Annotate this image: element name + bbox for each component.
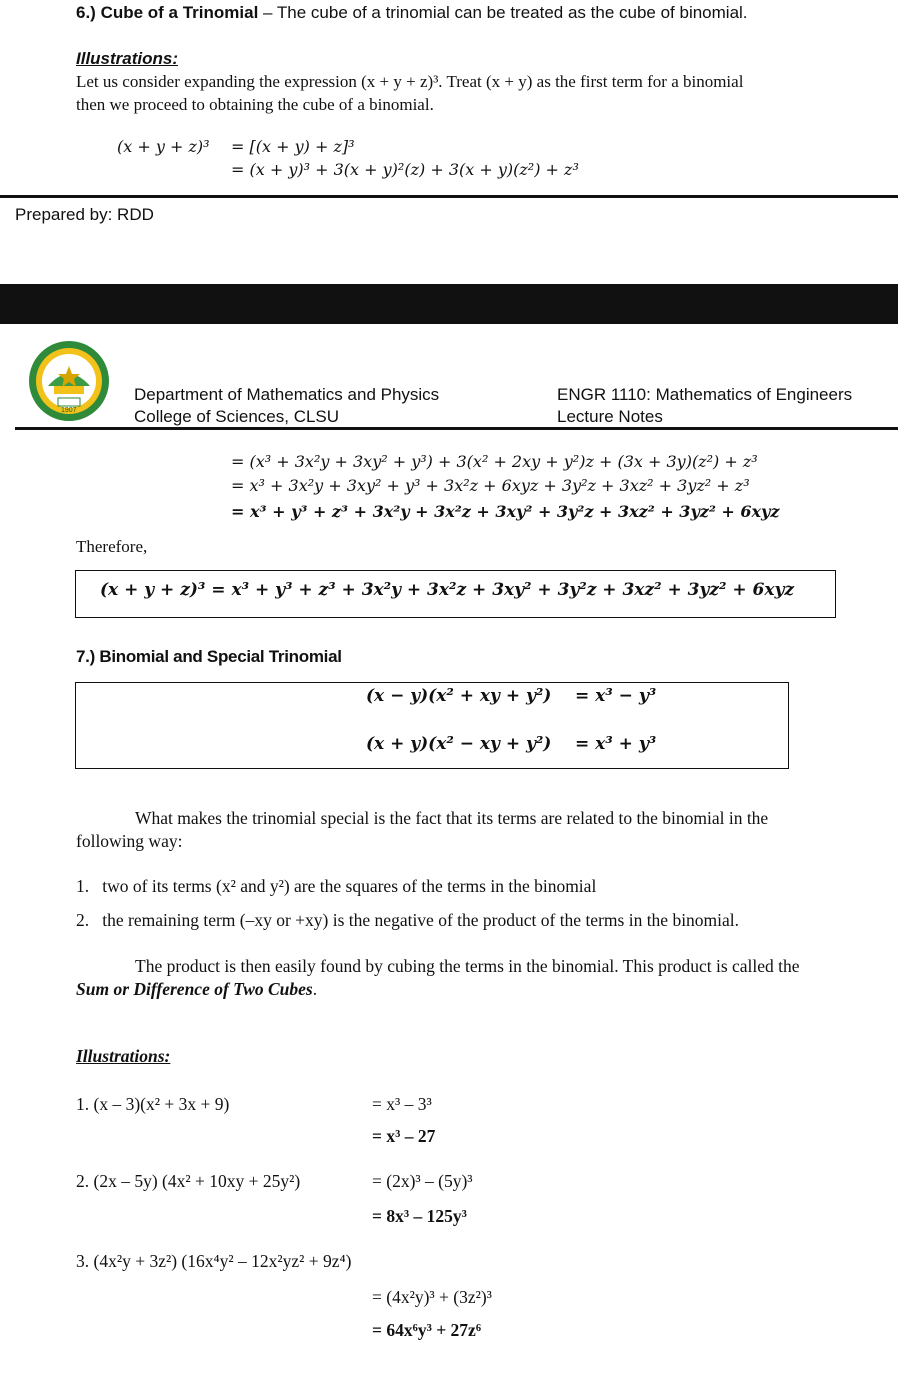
difference-of-cubes-lhs: (x − y)(x² + xy + y²) [366, 686, 552, 706]
section6-equation-step2: = (x + y)³ + 3(x + y)²(z) + 3(x + y)(z²) + z³ [231, 160, 579, 179]
example-1-step: = x³ – 3³ [372, 1094, 432, 1114]
logo-year: 1907 [61, 407, 77, 414]
special-trinomial-paragraph-line1: What makes the trinomial special is the fact that its terms are related to the binomial in the [135, 808, 769, 828]
section6-heading [76, 3, 748, 23]
section6-intro-line1: Let us consider expanding the expression (x + y + z)³. Treat (x + y) as the first term for a binomial [76, 72, 744, 91]
list-item: 2. the remaining term (–xy or +xy) is the negative of the product of the terms in the binomial. [76, 910, 740, 930]
section6-illustrations-label: Illustrations: [76, 49, 179, 68]
difference-of-cubes-rhs: = x³ − y³ [575, 686, 657, 706]
list-item-text: two of its terms (x² and y²) are the squares of the terms in the binomial [102, 876, 597, 896]
expansion-step5: = x³ + y³ + z³ + 3x²y + 3x²z + 3xy² + 3y²z + 3xz² + 3yz² + 6xyz [231, 502, 780, 521]
trinomial-cube-result: (x + y + z)³ = x³ + y³ + z³ + 3x²y + 3x²z + 3xy² + 3y²z + 3xz² + 3yz² + 6xyz [100, 580, 794, 600]
cubes-paragraph-line1: The product is then easily found by cubing the terms in the binomial. This product is called the [135, 956, 800, 976]
course-title: ENGR 1110: Mathematics of Engineers [557, 385, 853, 404]
expansion-step4: = x³ + 3x²y + 3xy² + y³ + 3x²z + 6xyz + 3y²z + 3xz² + 3yz² + z³ [231, 476, 750, 495]
sentence-period: . [312, 979, 318, 999]
college-name: College of Sciences, CLSU [134, 407, 340, 426]
university-logo [28, 340, 110, 422]
example-3-problem: 3. (4x²y + 3z²) (16x⁴y² – 12x²yz² + 9z⁴) [76, 1251, 352, 1271]
department-name: Department of Mathematics and Physics [134, 385, 440, 404]
section7-heading: 7.) Binomial and Special Trinomial [76, 647, 342, 666]
cubes-paragraph-line2 [76, 979, 317, 1000]
list-item: 1. two of its terms (x² and y²) are the squares of the terms in the binomial [76, 876, 597, 896]
section6-heading-title: Cube of a Trinomial [100, 3, 259, 22]
section6-equation-step1: = [(x + y) + z]³ [231, 137, 355, 156]
example-2-answer: = 8x³ – 125y³ [372, 1206, 467, 1226]
list-item-text: the remaining term (–xy or +xy) is the negative of the product of the terms in the binomial. [102, 910, 740, 930]
footer-rule [0, 195, 898, 198]
section7-illustrations-label: Illustrations: [76, 1046, 171, 1066]
section6-intro-line2: then we proceed to obtaining the cube of a binomial. [76, 95, 434, 114]
expansion-step3: = (x³ + 3x²y + 3xy² + y³) + 3(x² + 2xy + y²)z + (3x + 3y)(z²) + z³ [231, 452, 758, 471]
sum-of-cubes-lhs: (x + y)(x² − xy + y²) [366, 734, 552, 754]
example-2-step: = (2x)³ – (5y)³ [372, 1171, 473, 1191]
page-break-band [0, 284, 898, 324]
special-trinomial-paragraph-line2: following way: [76, 831, 183, 851]
section6-heading-description: – The cube of a trinomial can be treated as the cube of binomial. [258, 3, 748, 22]
section6-equation-lhs: (x + y + z)³ [117, 137, 210, 156]
header-rule [15, 427, 898, 430]
section6-heading-number: 6.) [76, 3, 101, 22]
therefore-label: Therefore, [76, 537, 148, 556]
prepared-by: Prepared by: RDD [15, 205, 154, 224]
sum-difference-cubes-term: Sum or Difference of Two Cubes [76, 979, 313, 999]
example-1-answer: = x³ – 27 [372, 1126, 436, 1146]
sum-of-cubes-rhs: = x³ + y³ [575, 734, 657, 754]
example-3-answer: = 64x⁶y³ + 27z⁶ [372, 1320, 482, 1340]
example-2-problem: 2. (2x – 5y) (4x² + 10xy + 25y²) [76, 1171, 301, 1191]
example-1-problem: 1. (x – 3)(x² + 3x + 9) [76, 1094, 230, 1114]
lecture-notes-label: Lecture Notes [557, 407, 663, 426]
example-3-step: = (4x²y)³ + (3z²)³ [372, 1287, 492, 1307]
